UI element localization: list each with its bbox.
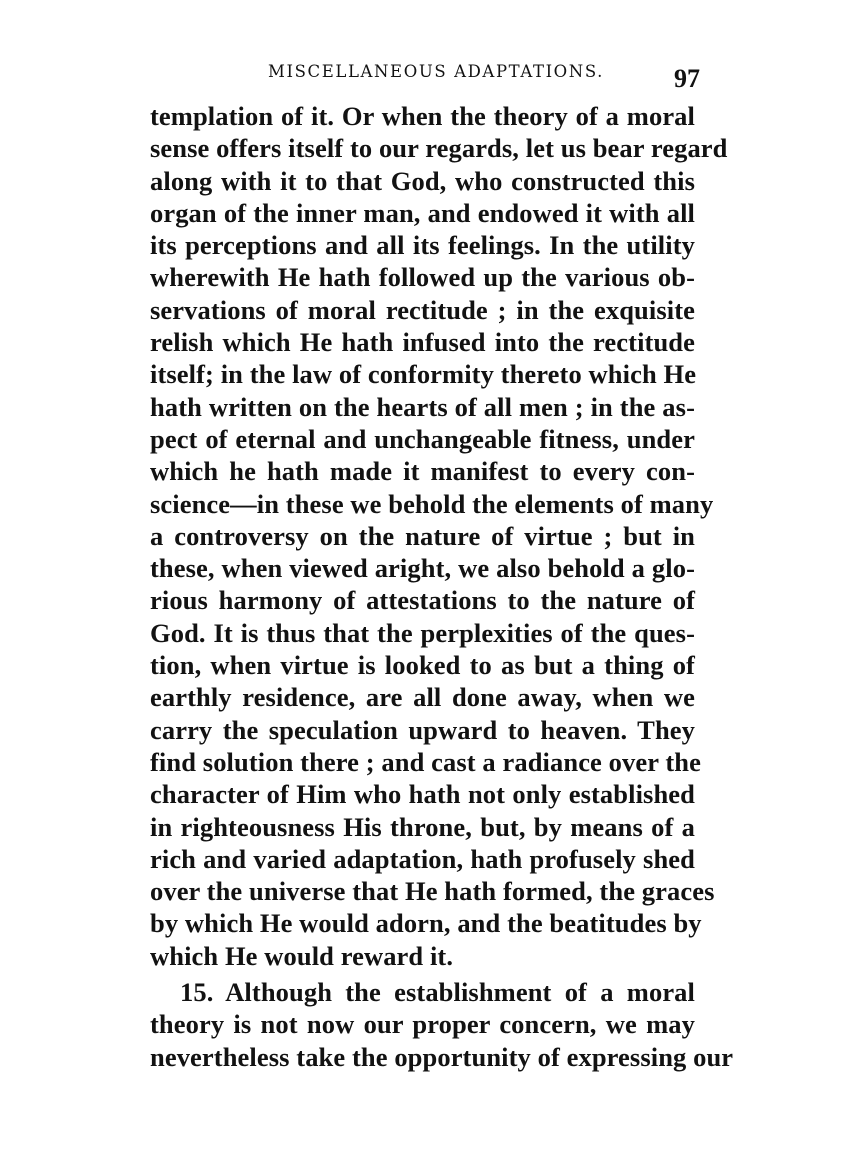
text-line: in righteousness His throne, but, by means of a (150, 811, 695, 842)
text-line: hath written on the hearts of all men ; in the as- (150, 391, 695, 422)
text-line: relish which He hath infused into the rectitude (150, 327, 695, 358)
text-line: find solution there ; and cast a radiance over the (150, 746, 701, 777)
text-line: organ of the inner man, and endowed it with all (150, 197, 695, 228)
running-head (150, 58, 710, 93)
text-line: nevertheless take the opportunity of expressing our (150, 1041, 734, 1072)
body-text (150, 100, 734, 1073)
text-line: science—in these we behold the elements of many (150, 488, 714, 519)
page-number: 97 (674, 64, 700, 93)
paragraph-end-line: which He would reward it. (150, 940, 454, 971)
text-line: these, when viewed aright, we also behold a glo- (150, 553, 695, 584)
text-line: wherewith He hath followed up the various ob- (150, 262, 695, 293)
text-line: carry the speculation upward to heaven. They (150, 714, 695, 745)
text-line: along with it to that God, who constructed this (150, 165, 695, 196)
text-line: which he hath made it manifest to every con- (150, 456, 695, 487)
text-line: over the universe that He hath formed, the graces (150, 876, 715, 907)
text-line: pect of eternal and unchangeable fitness, under (150, 423, 695, 454)
text-line: servations of moral rectitude ; in the exquisite (150, 294, 695, 325)
text-line: itself; in the law of conformity thereto which He (150, 359, 697, 390)
text-line: rious harmony of attestations to the nature of (150, 585, 695, 616)
paragraph-start-line: 15. Although the establishment of a moral (180, 977, 695, 1008)
text-line: a controversy on the nature of virtue ; but in (150, 520, 695, 551)
running-title: MISCELLANEOUS ADAPTATIONS. (268, 62, 605, 81)
text-line: earthly residence, are all done away, when we (150, 682, 695, 713)
text-line: sense offers itself to our regards, let us bear regard (150, 133, 728, 164)
text-line: God. It is thus that the perplexities of the ques- (150, 617, 695, 648)
text-line: by which He would adorn, and the beatitudes by (150, 908, 702, 939)
text-line: templation of it. Or when the theory of a moral (150, 101, 695, 131)
text-line: theory is not now our proper concern, we may (150, 1009, 695, 1040)
text-line: tion, when virtue is looked to as but a thing of (150, 650, 695, 681)
text-line: character of Him who hath not only established (150, 779, 695, 810)
text-line: rich and varied adaptation, hath profusely shed (150, 843, 695, 874)
text-line: its perceptions and all its feelings. In the utility (150, 230, 695, 261)
